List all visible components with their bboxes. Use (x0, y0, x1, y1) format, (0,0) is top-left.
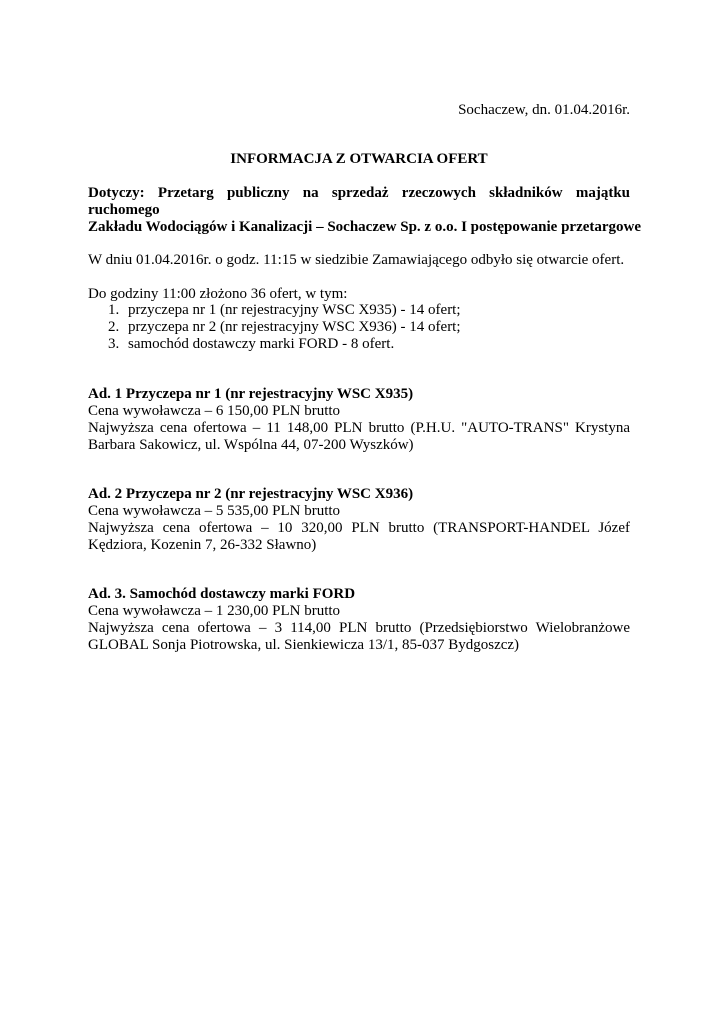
highest-offer-line-1: Najwyższa cena ofertowa – 3 114,00 PLN brutto (Przedsiębiorstwo Wielobranżowe (88, 620, 630, 636)
place-and-date: Sochaczew, dn. 01.04.2016r. (458, 102, 630, 118)
starting-price: Cena wywoławcza – 6 150,00 PLN brutto (88, 403, 341, 419)
highest-offer-line-2: GLOBAL Sonja Piotrowska, ul. Sienkiewicza 13/1, 85-037 Bydgoszcz) (88, 637, 520, 653)
list-item-text: przyczepa nr 1 (nr rejestracyjny WSC X935) - 14 ofert; (128, 302, 461, 318)
list-item (88, 319, 461, 336)
subject-block (88, 185, 642, 236)
highest-offer-line-1: Najwyższa cena ofertowa – 10 320,00 PLN brutto (TRANSPORT-HANDEL Józef (88, 520, 630, 536)
starting-price: Cena wywoławcza – 5 535,00 PLN brutto (88, 503, 341, 519)
list-item-number: 3. (108, 336, 120, 352)
section-trailer-2 (88, 486, 630, 554)
section-van (88, 586, 630, 654)
section-heading: Ad. 1 Przyczepa nr 1 (nr rejestracyjny WSC X935) (88, 386, 414, 402)
highest-offer-line-1: Najwyższa cena ofertowa – 11 148,00 PLN brutto (P.H.U. "AUTO-TRANS" Krystyna (88, 420, 630, 436)
highest-offer-line-2: Kędziora, Kozenin 7, 26-332 Sławno) (88, 537, 317, 553)
list-item-text: przyczepa nr 2 (nr rejestracyjny WSC X936) - 14 ofert; (128, 319, 461, 335)
list-item-number: 1. (108, 302, 120, 318)
section-heading: Ad. 2 Przyczepa nr 2 (nr rejestracyjny WSC X936) (88, 486, 414, 502)
starting-price: Cena wywoławcza – 1 230,00 PLN brutto (88, 603, 341, 619)
offers-list (88, 302, 461, 353)
offers-intro: Do godziny 11:00 złożono 36 ofert, w tym: (88, 286, 348, 302)
subject-line-2: Zakładu Wodociągów i Kanalizacji – Sochaczew Sp. z o.o. I postępowanie przetargowe (88, 219, 642, 235)
list-item-text: samochód dostawczy marki FORD - 8 ofert. (128, 336, 395, 352)
document-page (88, 0, 642, 1024)
opening-statement: W dniu 01.04.2016r. o godz. 11:15 w siedzibie Zamawiającego odbyło się otwarcie ofert. (88, 252, 625, 268)
subject-line-1: Dotyczy: Przetarg publiczny na sprzedaż rzeczowych składników majątku ruchomego (88, 185, 630, 218)
list-item (88, 302, 461, 319)
section-trailer-1 (88, 386, 630, 454)
section-heading: Ad. 3. Samochód dostawczy marki FORD (88, 586, 356, 602)
document-title: INFORMACJA Z OTWARCIA OFERT (230, 151, 488, 167)
highest-offer-line-2: Barbara Sakowicz, ul. Wspólna 44, 07-200 Wyszków) (88, 437, 414, 453)
list-item (88, 336, 461, 353)
list-item-number: 2. (108, 319, 120, 335)
